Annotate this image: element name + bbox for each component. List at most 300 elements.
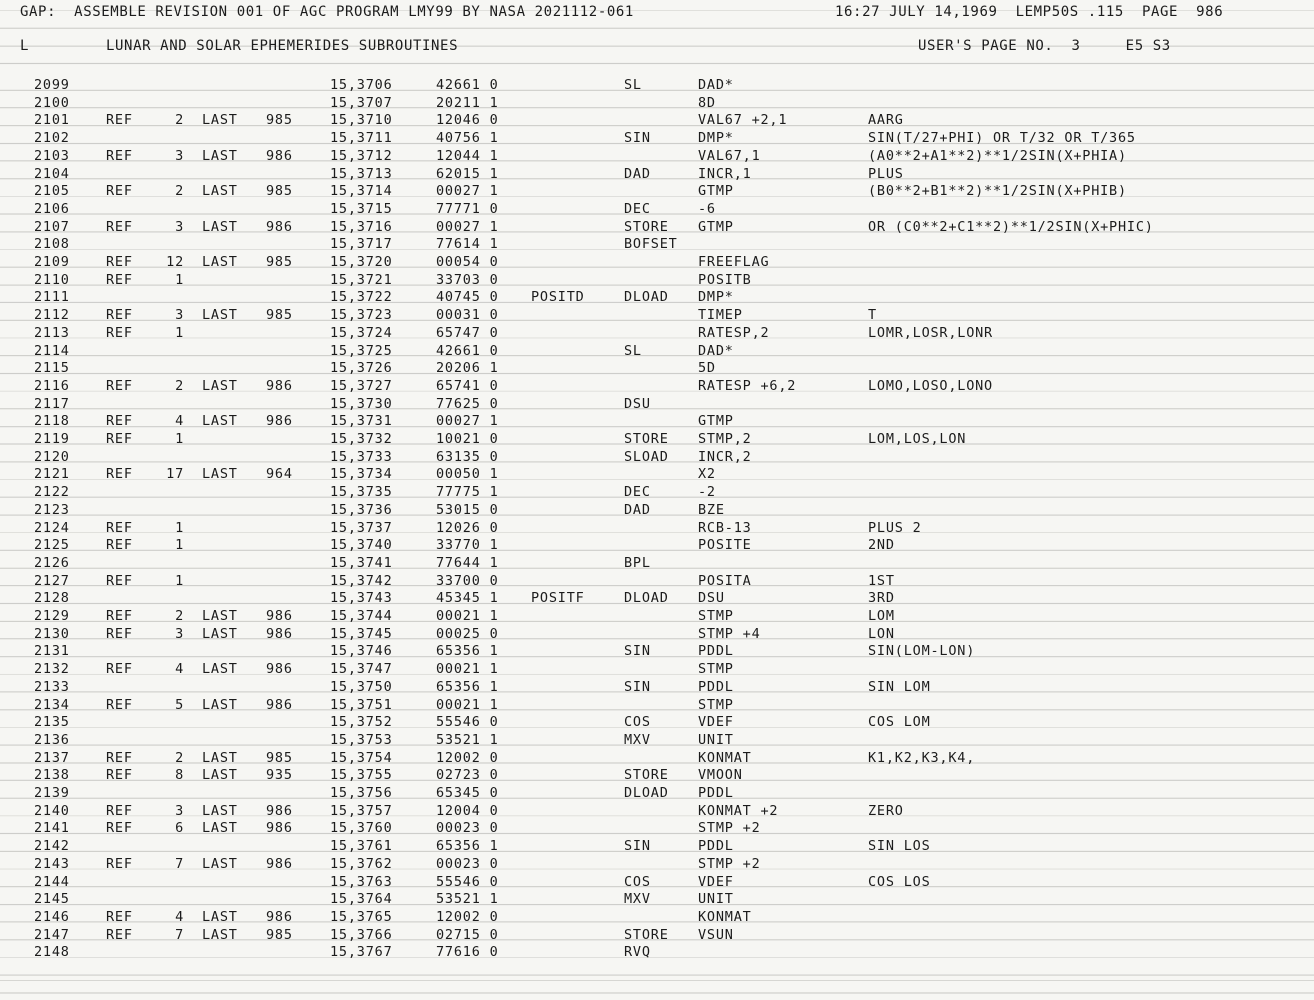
last-page: 935 — [266, 767, 293, 784]
line-number: 2116 — [34, 377, 70, 394]
octal-code: 12026 0 — [436, 519, 499, 536]
line-number: 2106 — [34, 200, 70, 217]
octal-code: 00031 0 — [436, 307, 499, 324]
line-number: 2147 — [34, 926, 70, 943]
ref-marker: REF — [106, 307, 133, 324]
comment: 3RD — [868, 590, 895, 607]
memory-address: 15,3763 — [330, 873, 393, 890]
listing-row — [0, 376, 1314, 394]
ref-count: 3 — [175, 218, 184, 235]
operand: STMP — [698, 661, 734, 678]
last-marker: LAST — [202, 855, 238, 872]
comment: COS LOM — [868, 714, 931, 731]
ref-marker: REF — [106, 749, 133, 766]
line-number: 2119 — [34, 431, 70, 447]
octal-code: 33703 0 — [436, 271, 499, 288]
last-page: 986 — [266, 608, 293, 624]
last-page: 986 — [266, 218, 293, 235]
memory-address: 15,3766 — [330, 926, 393, 943]
opcode: SLOAD — [624, 448, 669, 465]
timestamp-page-header: 16:27 JULY 14,1969 LEMP50S .115 PAGE 986 — [835, 4, 1224, 20]
listing-row — [0, 535, 1314, 553]
last-marker: LAST — [202, 767, 238, 784]
operand: GTMP — [698, 413, 734, 430]
line-number: 2132 — [34, 661, 70, 678]
opcode: SIN — [624, 130, 651, 147]
octal-code: 53015 0 — [436, 501, 499, 518]
operand: VDEF — [698, 714, 734, 731]
comment: ZERO — [868, 802, 904, 819]
opcode: DAD — [624, 501, 651, 518]
line-number: 2140 — [34, 802, 70, 819]
ref-count: 8 — [175, 767, 184, 784]
opcode: STORE — [624, 767, 669, 784]
operand: PDDL — [698, 838, 734, 855]
ref-count: 1 — [175, 271, 184, 288]
line-number: 2108 — [34, 236, 70, 253]
octal-code: 40756 1 — [436, 130, 499, 147]
listing-row — [0, 482, 1314, 500]
ref-marker: REF — [106, 147, 133, 164]
operand: RCB-13 — [698, 519, 752, 536]
operand: POSITB — [698, 271, 752, 288]
memory-address: 15,3765 — [330, 908, 393, 925]
ref-count: 1 — [175, 431, 184, 447]
line-number: 2103 — [34, 147, 70, 164]
ref-count: 4 — [175, 661, 184, 678]
ref-marker: REF — [106, 466, 133, 483]
bottom-rule — [0, 980, 1314, 981]
opcode: COS — [624, 873, 651, 890]
ref-marker: REF — [106, 802, 133, 819]
last-page: 986 — [266, 377, 293, 394]
line-number: 2135 — [34, 714, 70, 731]
listing-row — [0, 818, 1314, 836]
ref-count: 3 — [175, 307, 184, 324]
comment: LOMR,LOSR,LONR — [868, 324, 993, 341]
memory-address: 15,3732 — [330, 431, 393, 447]
opcode: SIN — [624, 678, 651, 695]
ref-marker: REF — [106, 608, 133, 624]
line-number: 2115 — [34, 360, 70, 377]
octal-code: 20211 1 — [436, 94, 499, 111]
operand: DAD* — [698, 342, 734, 359]
octal-code: 00027 1 — [436, 218, 499, 235]
operand: VAL67,1 — [698, 147, 761, 164]
octal-code: 00054 0 — [436, 254, 499, 270]
line-number: 2121 — [34, 466, 70, 483]
comment: PLUS 2 — [868, 519, 922, 536]
listing-row — [0, 942, 1314, 960]
listing-row — [0, 447, 1314, 465]
line-number: 2138 — [34, 767, 70, 784]
octal-code: 12002 0 — [436, 749, 499, 766]
listing-row — [0, 358, 1314, 376]
last-marker: LAST — [202, 802, 238, 819]
memory-address: 15,3736 — [330, 501, 393, 518]
operand: STMP +2 — [698, 820, 761, 837]
opcode: SL — [624, 342, 642, 359]
comment: COS LOS — [868, 873, 931, 890]
listing-row — [0, 500, 1314, 518]
memory-address: 15,3755 — [330, 767, 393, 784]
listing-row — [0, 783, 1314, 801]
memory-address: 15,3764 — [330, 891, 393, 908]
listing-row — [0, 93, 1314, 111]
opcode: DSU — [624, 395, 651, 412]
last-marker: LAST — [202, 254, 238, 270]
opcode: DLOAD — [624, 289, 669, 306]
listing-row — [0, 411, 1314, 429]
comment: (B0**2+B1**2)**1/2SIN(X+PHIB) — [868, 183, 1127, 200]
operand: PDDL — [698, 678, 734, 695]
octal-code: 02723 0 — [436, 767, 499, 784]
memory-address: 15,3746 — [330, 643, 393, 660]
line-number: 2136 — [34, 731, 70, 748]
operand: STMP,2 — [698, 431, 752, 447]
listing-row — [0, 181, 1314, 199]
operand: UNIT — [698, 891, 734, 908]
last-page: 985 — [266, 926, 293, 943]
octal-code: 02715 0 — [436, 926, 499, 943]
memory-address: 15,3761 — [330, 838, 393, 855]
opcode: DEC — [624, 200, 651, 217]
listing-row — [0, 748, 1314, 766]
octal-code: 77616 0 — [436, 944, 499, 961]
ref-marker: REF — [106, 431, 133, 447]
listing-row — [0, 341, 1314, 359]
operand: GTMP — [698, 183, 734, 200]
comment: SIN(LOM-LON) — [868, 643, 976, 660]
comment: SIN LOM — [868, 678, 931, 695]
ref-marker: REF — [106, 696, 133, 713]
operand: DMP* — [698, 130, 734, 147]
octal-code: 00050 1 — [436, 466, 499, 483]
line-number: 2145 — [34, 891, 70, 908]
last-marker: LAST — [202, 413, 238, 430]
octal-code: 12044 1 — [436, 147, 499, 164]
opcode: STORE — [624, 431, 669, 447]
last-marker: LAST — [202, 749, 238, 766]
listing-row — [0, 128, 1314, 146]
ref-count: 2 — [175, 608, 184, 624]
operand: STMP — [698, 696, 734, 713]
comment: PLUS — [868, 165, 904, 182]
ref-count: 1 — [175, 537, 184, 554]
operand: INCR,1 — [698, 165, 752, 182]
octal-code: 42661 0 — [436, 342, 499, 359]
opcode: BOFSET — [624, 236, 678, 253]
line-number: 2120 — [34, 448, 70, 465]
octal-code: 55546 0 — [436, 873, 499, 890]
comment: K1,K2,K3,K4, — [868, 749, 976, 766]
memory-address: 15,3757 — [330, 802, 393, 819]
last-marker: LAST — [202, 183, 238, 200]
operand: STMP +4 — [698, 625, 761, 642]
operand: INCR,2 — [698, 448, 752, 465]
memory-address: 15,3756 — [330, 785, 393, 801]
operand: KONMAT +2 — [698, 802, 779, 819]
octal-code: 65356 1 — [436, 678, 499, 695]
comment: OR (C0**2+C1**2)**1/2SIN(X+PHIC) — [868, 218, 1154, 235]
ref-marker: REF — [106, 519, 133, 536]
operand: PDDL — [698, 643, 734, 660]
last-page: 986 — [266, 820, 293, 837]
ref-count: 1 — [175, 324, 184, 341]
memory-address: 15,3711 — [330, 130, 393, 147]
memory-address: 15,3745 — [330, 625, 393, 642]
octal-code: 12046 0 — [436, 112, 499, 129]
opcode: DLOAD — [624, 590, 669, 607]
ref-count: 3 — [175, 625, 184, 642]
line-number: 2109 — [34, 254, 70, 270]
last-page: 985 — [266, 307, 293, 324]
operand: PDDL — [698, 785, 734, 801]
ref-count: 2 — [175, 112, 184, 129]
operand: DMP* — [698, 289, 734, 306]
listing-row — [0, 624, 1314, 642]
octal-code: 00027 1 — [436, 413, 499, 430]
octal-code: 77771 0 — [436, 200, 499, 217]
memory-address: 15,3712 — [330, 147, 393, 164]
line-number: 2128 — [34, 590, 70, 607]
octal-code: 10021 0 — [436, 431, 499, 447]
ref-marker: REF — [106, 183, 133, 200]
line-number: 2113 — [34, 324, 70, 341]
octal-code: 65356 1 — [436, 643, 499, 660]
memory-address: 15,3721 — [330, 271, 393, 288]
memory-address: 15,3715 — [330, 200, 393, 217]
line-number: 2111 — [34, 289, 70, 306]
line-number: 2133 — [34, 678, 70, 695]
last-marker: LAST — [202, 466, 238, 483]
comment: (A0**2+A1**2)**1/2SIN(X+PHIA) — [868, 147, 1127, 164]
octal-code: 00021 1 — [436, 696, 499, 713]
line-number: 2127 — [34, 572, 70, 589]
last-page: 986 — [266, 802, 293, 819]
last-page: 985 — [266, 112, 293, 129]
memory-address: 15,3722 — [330, 289, 393, 306]
last-page: 964 — [266, 466, 293, 483]
octal-code: 53521 1 — [436, 731, 499, 748]
octal-code: 55546 0 — [436, 714, 499, 731]
ref-count: 17 — [166, 466, 184, 483]
octal-code: 12004 0 — [436, 802, 499, 819]
line-number: 2114 — [34, 342, 70, 359]
line-number: 2148 — [34, 944, 70, 961]
line-number: 2110 — [34, 271, 70, 288]
listing-row — [0, 925, 1314, 943]
last-marker: LAST — [202, 908, 238, 925]
line-number: 2102 — [34, 130, 70, 147]
line-number: 2099 — [34, 77, 70, 93]
listing-row — [0, 234, 1314, 252]
last-page: 985 — [266, 254, 293, 270]
operand: RATESP,2 — [698, 324, 770, 341]
operand: UNIT — [698, 731, 734, 748]
ref-marker: REF — [106, 271, 133, 288]
line-number: 2141 — [34, 820, 70, 837]
listing-row — [0, 872, 1314, 890]
operand: POSITE — [698, 537, 752, 554]
last-page: 986 — [266, 625, 293, 642]
listing-row — [0, 889, 1314, 907]
octal-code: 45345 1 — [436, 590, 499, 607]
operand: DSU — [698, 590, 725, 607]
line-number: 2137 — [34, 749, 70, 766]
last-page: 986 — [266, 908, 293, 925]
ref-marker: REF — [106, 254, 133, 270]
listing-flag: L — [20, 38, 30, 54]
ref-count: 3 — [175, 147, 184, 164]
octal-code: 77614 1 — [436, 236, 499, 253]
opcode: MXV — [624, 891, 651, 908]
listing-row — [0, 518, 1314, 536]
ref-marker: REF — [106, 820, 133, 837]
ref-marker: REF — [106, 855, 133, 872]
ref-marker: REF — [106, 537, 133, 554]
comment: LOM — [868, 608, 895, 624]
line-number: 2100 — [34, 94, 70, 111]
line-number: 2144 — [34, 873, 70, 890]
comment: AARG — [868, 112, 904, 129]
operand: BZE — [698, 501, 725, 518]
operand: STMP +2 — [698, 855, 761, 872]
memory-address: 15,3723 — [330, 307, 393, 324]
memory-address: 15,3725 — [330, 342, 393, 359]
ref-marker: REF — [106, 908, 133, 925]
operand: KONMAT — [698, 908, 752, 925]
octal-code: 00023 0 — [436, 855, 499, 872]
listing-row — [0, 164, 1314, 182]
opcode: DLOAD — [624, 785, 669, 801]
octal-code: 53521 1 — [436, 891, 499, 908]
operand: STMP — [698, 608, 734, 624]
label: POSITF — [531, 590, 585, 607]
operand: X2 — [698, 466, 716, 483]
operand: KONMAT — [698, 749, 752, 766]
listing-row — [0, 394, 1314, 412]
octal-code: 65741 0 — [436, 377, 499, 394]
ref-count: 7 — [175, 926, 184, 943]
memory-address: 15,3735 — [330, 484, 393, 501]
line-number: 2124 — [34, 519, 70, 536]
operand: RATESP +6,2 — [698, 377, 797, 394]
memory-address: 15,3720 — [330, 254, 393, 270]
listing-row — [0, 217, 1314, 235]
memory-address: 15,3752 — [330, 714, 393, 731]
octal-code: 00021 1 — [436, 608, 499, 624]
last-marker: LAST — [202, 820, 238, 837]
octal-code: 33770 1 — [436, 537, 499, 554]
last-marker: LAST — [202, 377, 238, 394]
comment: T — [868, 307, 877, 324]
listing-row — [0, 801, 1314, 819]
line-number: 2142 — [34, 838, 70, 855]
listing-row — [0, 836, 1314, 854]
operand: GTMP — [698, 218, 734, 235]
line-number: 2122 — [34, 484, 70, 501]
memory-address: 15,3762 — [330, 855, 393, 872]
ref-count: 7 — [175, 855, 184, 872]
listing-row — [0, 571, 1314, 589]
last-page: 986 — [266, 696, 293, 713]
line-number: 2112 — [34, 307, 70, 324]
label: POSITD — [531, 289, 585, 306]
line-number: 2118 — [34, 413, 70, 430]
memory-address: 15,3741 — [330, 554, 393, 571]
memory-address: 15,3717 — [330, 236, 393, 253]
memory-address: 15,3734 — [330, 466, 393, 483]
ref-count: 12 — [166, 254, 184, 270]
octal-code: 42661 0 — [436, 77, 499, 93]
memory-address: 15,3742 — [330, 572, 393, 589]
operand: VAL67 +2,1 — [698, 112, 788, 129]
memory-address: 15,3753 — [330, 731, 393, 748]
listing-row — [0, 907, 1314, 925]
ref-marker: REF — [106, 112, 133, 129]
memory-address: 15,3767 — [330, 944, 393, 961]
last-marker: LAST — [202, 147, 238, 164]
memory-address: 15,3727 — [330, 377, 393, 394]
last-marker: LAST — [202, 661, 238, 678]
memory-address: 15,3713 — [330, 165, 393, 182]
memory-address: 15,3740 — [330, 537, 393, 554]
line-number: 2105 — [34, 183, 70, 200]
opcode: DAD — [624, 165, 651, 182]
last-marker: LAST — [202, 218, 238, 235]
octal-code: 77625 0 — [436, 395, 499, 412]
memory-address: 15,3726 — [330, 360, 393, 377]
listing-row — [0, 146, 1314, 164]
memory-address: 15,3731 — [330, 413, 393, 430]
comment: 1ST — [868, 572, 895, 589]
opcode: SL — [624, 77, 642, 93]
ref-marker: REF — [106, 572, 133, 589]
line-number: 2139 — [34, 785, 70, 801]
listing-row — [0, 287, 1314, 305]
octal-code: 65356 1 — [436, 838, 499, 855]
section-title: LUNAR AND SOLAR EPHEMERIDES SUBROUTINES — [106, 38, 459, 54]
ref-marker: REF — [106, 377, 133, 394]
octal-code: 77775 1 — [436, 484, 499, 501]
opcode: RVQ — [624, 944, 651, 961]
octal-code: 65747 0 — [436, 324, 499, 341]
last-page: 986 — [266, 147, 293, 164]
operand: VDEF — [698, 873, 734, 890]
listing-row — [0, 677, 1314, 695]
opcode: SIN — [624, 643, 651, 660]
listing-row — [0, 75, 1314, 93]
line-number: 2134 — [34, 696, 70, 713]
opcode: BPL — [624, 554, 651, 571]
opcode: SIN — [624, 838, 651, 855]
ref-marker: REF — [106, 413, 133, 430]
memory-address: 15,3750 — [330, 678, 393, 695]
ref-marker: REF — [106, 324, 133, 341]
line-number: 2104 — [34, 165, 70, 182]
assembly-header: GAP: ASSEMBLE REVISION 001 OF AGC PROGRAM LMY99 BY NASA 2021112-061 — [20, 4, 634, 20]
listing-row — [0, 659, 1314, 677]
ref-marker: REF — [106, 926, 133, 943]
last-marker: LAST — [202, 608, 238, 624]
listing-row — [0, 270, 1314, 288]
ref-count: 3 — [175, 802, 184, 819]
ref-marker: REF — [106, 767, 133, 784]
octal-code: 20206 1 — [436, 360, 499, 377]
operand: TIMEP — [698, 307, 743, 324]
memory-address: 15,3716 — [330, 218, 393, 235]
